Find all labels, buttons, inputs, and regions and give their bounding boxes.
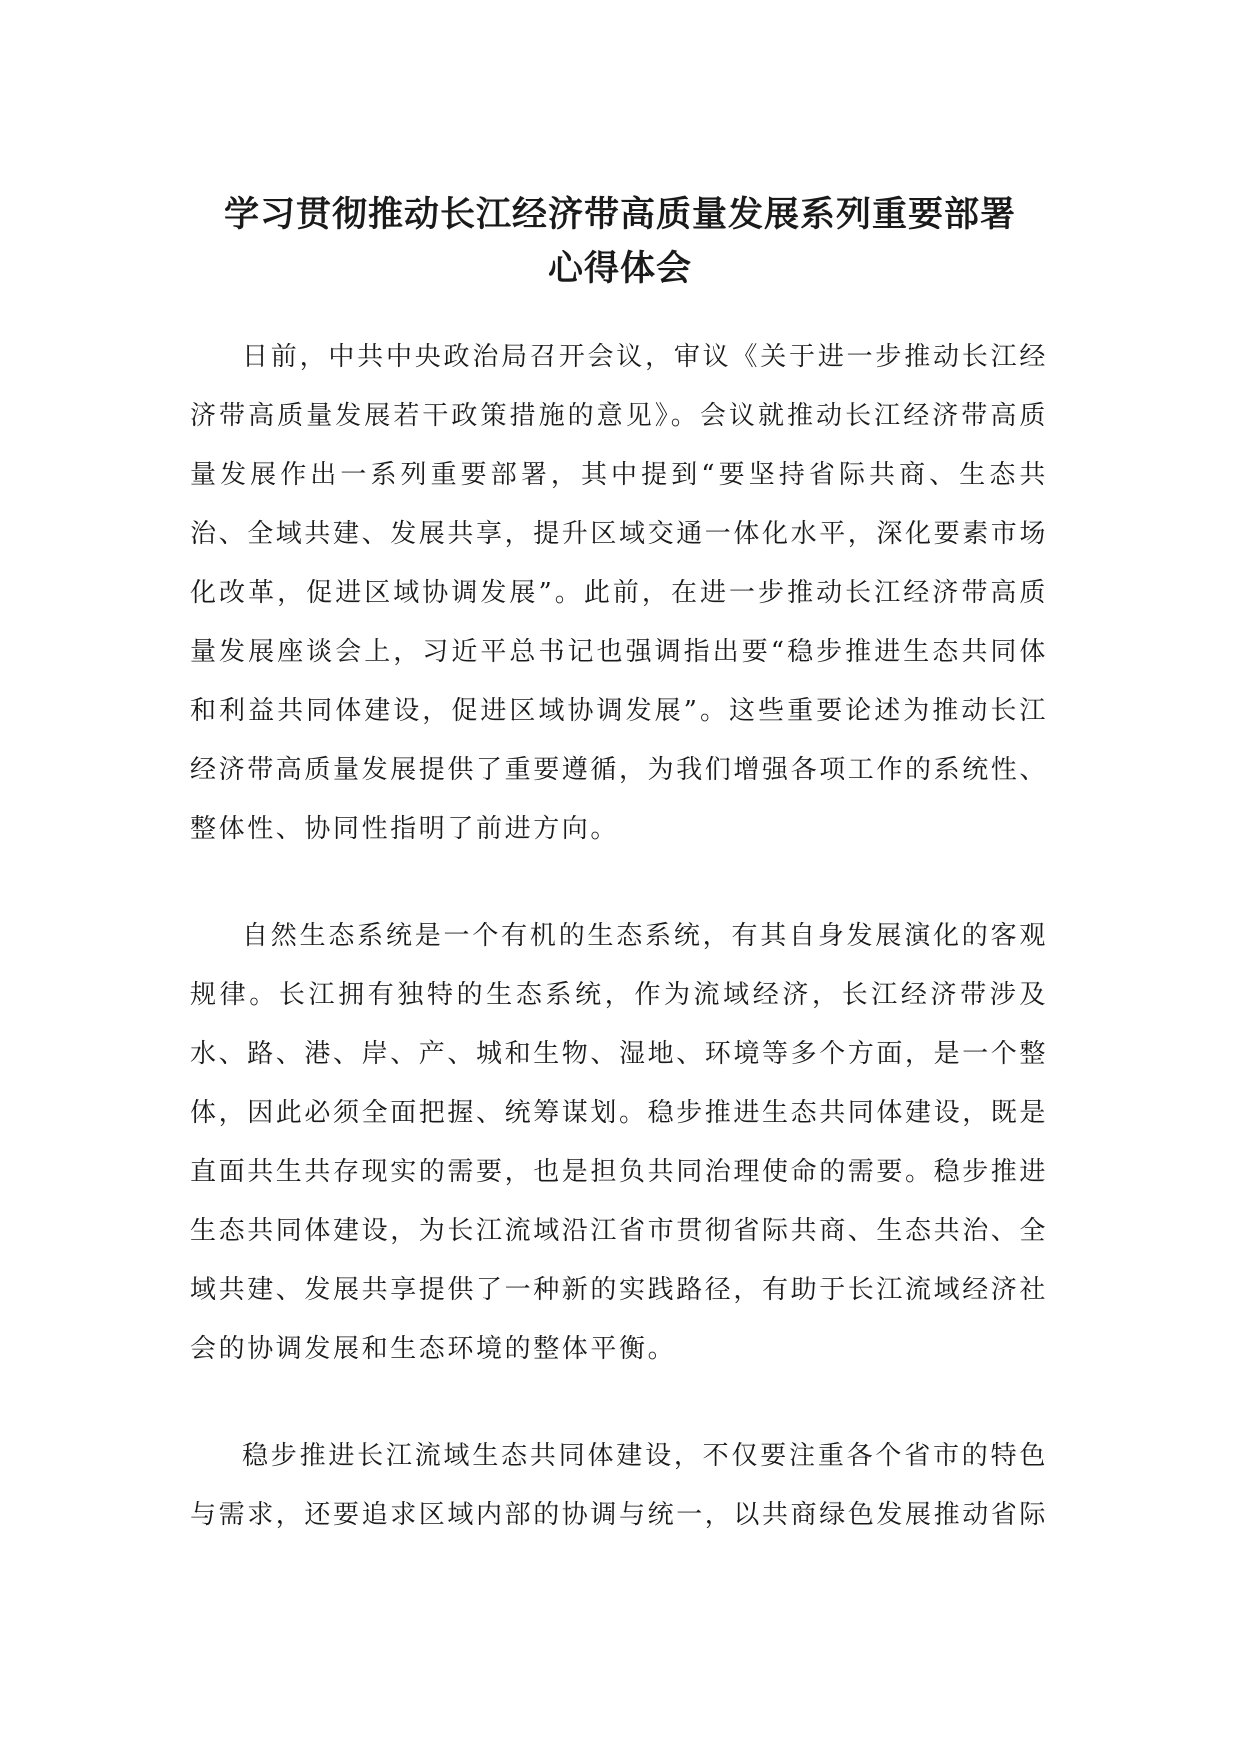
paragraph-3: 稳步推进长江流域生态共同体建设，不仅要注重各个省市的特色与需求，还要追求区域内部的协调与统一，以共商绿色发展推动省际	[190, 1441, 1049, 1530]
paragraph-1: 日前，中共中央政治局召开会议，审议《关于进一步推动长江经济带高质量发展若干政策措施的意见》。会议就推动长江经济带高质量发展作出一系列重要部署，其中提到“要坚持省际共商、生态共治、全域共建、发展共享，提升区域交通一体化水平，深化要素市场化改革，促进区域协调发展”。此前，在进一步推动长江经济带高质量发展座谈会上，习近平总书记也强调指出要“稳步推进生态共同体和利益共同体建设，促进区域协调发展”。这些重要论述为推动长江经济带高质量发展提供了重要遵循，为我们增强各项工作的系统性、整体性、协同性指明了前进方向。	[190, 342, 1049, 844]
title-line-2: 心得体会	[547, 249, 692, 289]
document-title	[150, 188, 1090, 296]
paragraph-2: 自然生态系统是一个有机的生态系统，有其自身发展演化的客观规律。长江拥有独特的生态系统，作为流域经济，长江经济带涉及水、路、港、岸、产、城和生物、湿地、环境等多个方面，是一个整体，因此必须全面把握、统筹谋划。稳步推进生态共同体建设，既是直面共生共存现实的需要，也是担负共同治理使命的需要。稳步推进生态共同体建设，为长江流域沿江省市贯彻省际共商、生态共治、全域共建、发展共享提供了一种新的实践路径，有助于长江流域经济社会的协调发展和生态环境的整体平衡。	[190, 921, 1049, 1364]
title-line-1: 学习贯彻推动长江经济带高质量发展系列重要部署	[223, 195, 1016, 235]
document-body	[190, 328, 1048, 1545]
